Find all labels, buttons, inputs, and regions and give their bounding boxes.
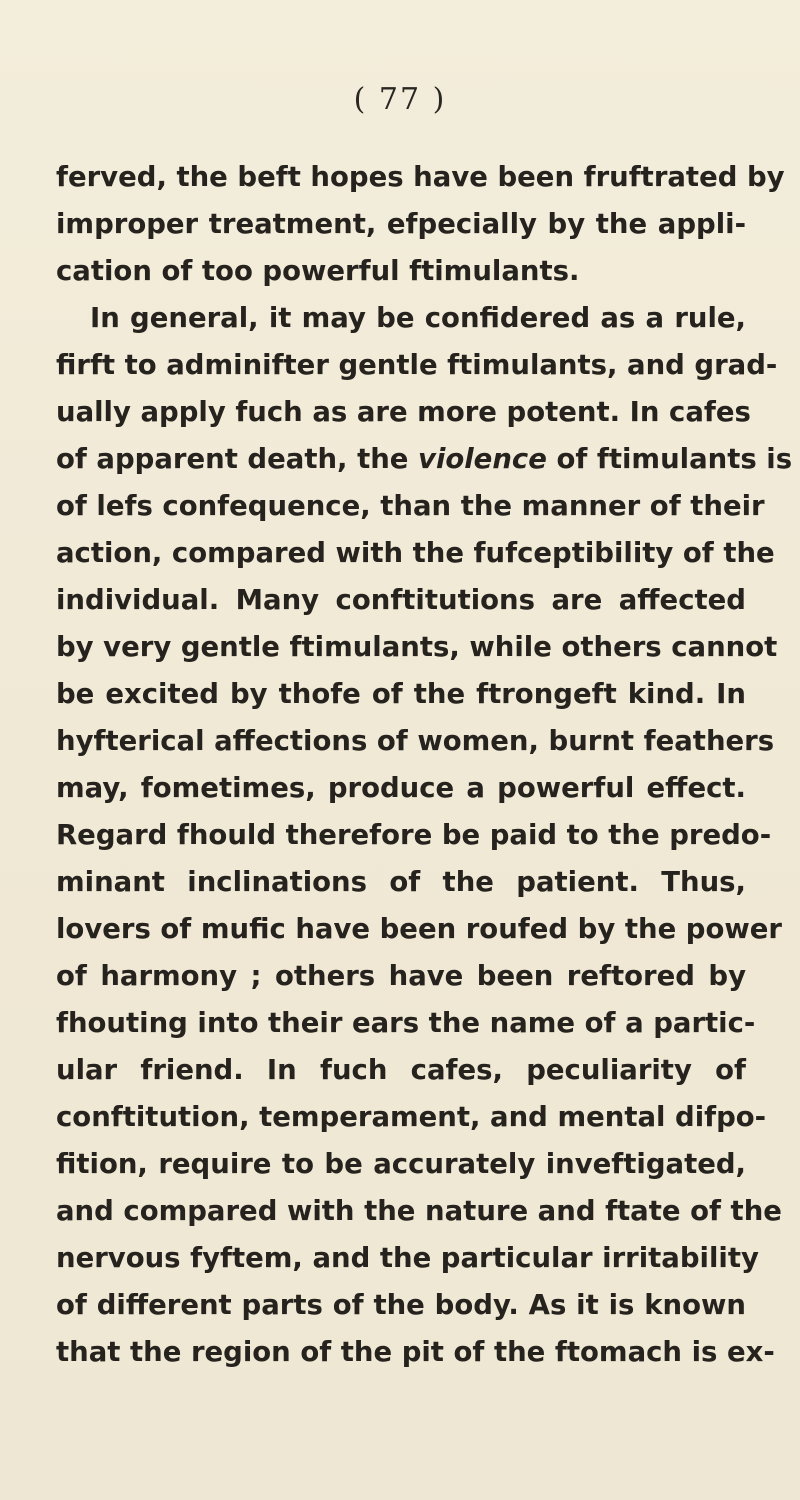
text-line: hyfterical affections of women, burnt feathers xyxy=(56,725,775,757)
text-line: and compared with the nature and ftate of the xyxy=(56,1195,782,1227)
text-line: that the region of the pit of the ftomach is ex- xyxy=(56,1336,775,1368)
text-line: individual. Many conftitutions are affected xyxy=(56,584,746,616)
text-line: minant inclinations of the patient. Thus, xyxy=(56,866,746,898)
text-line: of different parts of the body. As it is known xyxy=(56,1289,746,1321)
text-line: Regard fhould therefore be paid to the predo- xyxy=(56,819,772,851)
text-line: fhouting into their ears the name of a partic- xyxy=(56,1007,756,1039)
text-line: of harmony ; others have been reftored by xyxy=(56,960,746,992)
text-line: action, compared with the fufceptibility of the xyxy=(56,537,775,569)
text-line: cation of too powerful ftimulants. xyxy=(56,255,580,287)
text-line: In general, it may be confidered as a rule, xyxy=(90,302,746,334)
text-line: ferved, the beft hopes have been fruftrated by xyxy=(56,161,785,193)
text-line: nervous fyftem, and the particular irritability xyxy=(56,1242,759,1274)
text-line: fition, require to be accurately inveftigated, xyxy=(56,1148,746,1180)
page-number: ( 77 ) xyxy=(353,82,447,117)
text-line: lovers of mufic have been roufed by the power xyxy=(56,913,782,945)
text-line: ular friend. In fuch cafes, peculiarity of xyxy=(56,1054,746,1086)
text-line: ually apply fuch as are more potent. In cafes xyxy=(56,396,751,428)
text-line: of lefs confequence, than the manner of their xyxy=(56,490,765,522)
text-line: firft to adminifter gentle ftimulants, and grad- xyxy=(56,349,778,381)
text-line: be excited by thofe of the ftrongeft kind. In xyxy=(56,678,746,710)
text-line: may, fometimes, produce a powerful effect. xyxy=(56,772,746,804)
text-line: conftitution, temperament, and mental difpo- xyxy=(56,1101,767,1133)
text-line: improper treatment, efpecially by the appli- xyxy=(56,208,746,240)
italic-word: violence xyxy=(418,443,547,475)
text-line: by very gentle ftimulants, while others cannot xyxy=(56,631,778,663)
text-line: of apparent death, the violence of ftimulants is xyxy=(56,443,793,475)
body-text xyxy=(56,154,793,1376)
